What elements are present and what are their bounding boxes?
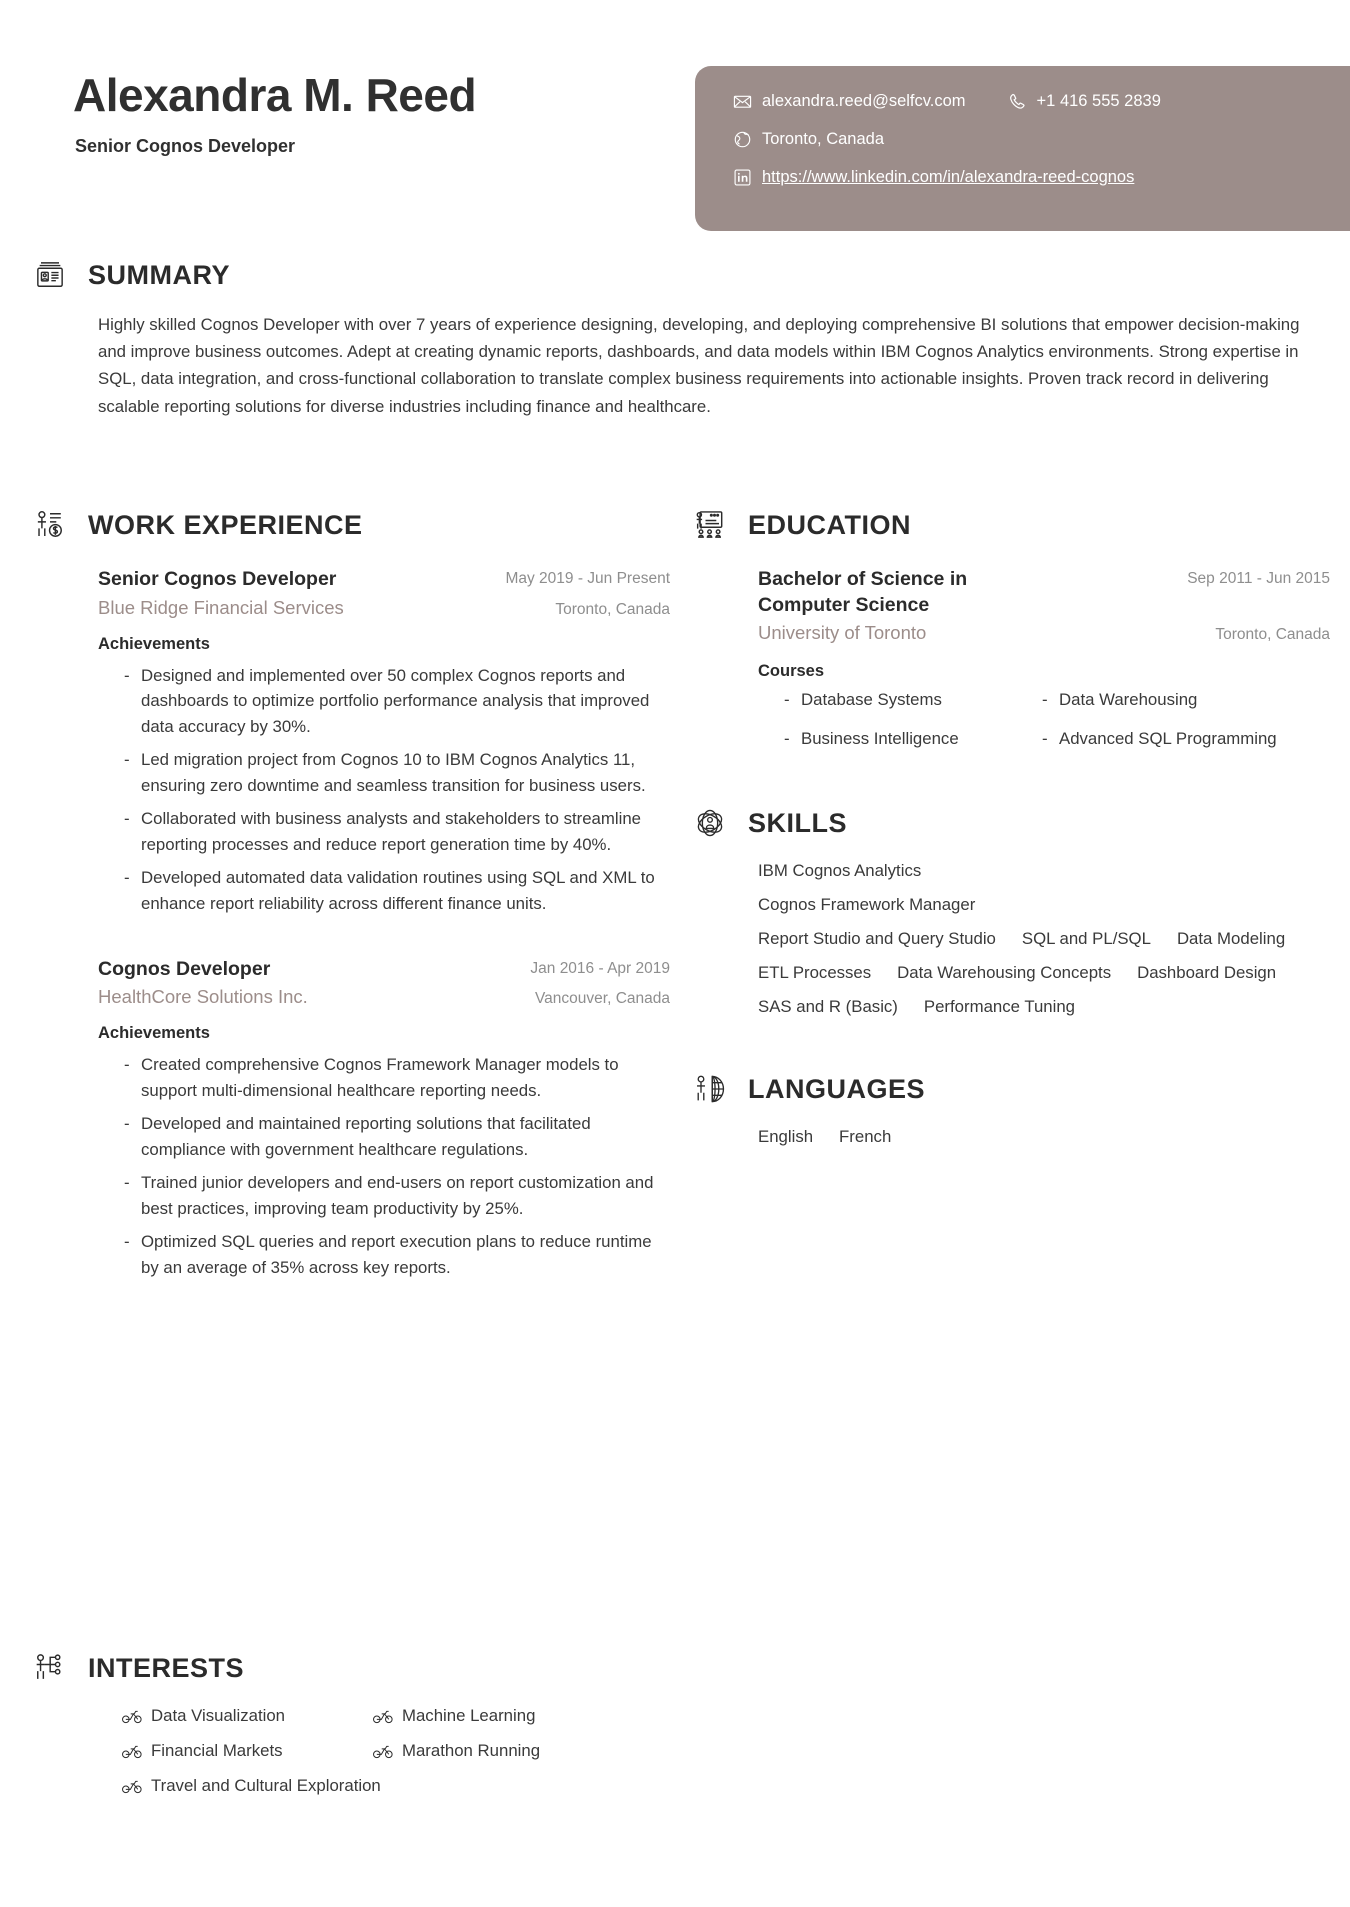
skill-item: Data Warehousing Concepts — [897, 963, 1112, 983]
person-money-icon — [30, 505, 70, 545]
interest-label: Marathon Running — [402, 1741, 541, 1760]
skill-item: Performance Tuning — [923, 997, 1076, 1017]
interest-label: Financial Markets — [151, 1741, 283, 1760]
work-organization: Blue Ridge Financial Services — [98, 596, 344, 618]
work-role: Senior Cognos Developer — [98, 568, 337, 590]
linkedin-icon — [733, 168, 752, 187]
work-entry — [98, 957, 670, 1281]
header-job-title: Senior Cognos Developer — [75, 136, 296, 156]
id-card-icon — [30, 255, 70, 295]
achievements-label: Achievements — [98, 1024, 210, 1043]
education-school: University of Toronto — [758, 622, 927, 644]
contact-location-text: Toronto, Canada — [762, 130, 885, 148]
achievement-item: - Led migration project from Cognos 10 to IBM Cognos Analytics 11, ensuring zero downtime and seamless transition for business users. — [124, 747, 670, 798]
language-item: French — [839, 1127, 892, 1147]
language-item: English — [758, 1127, 814, 1147]
education-entry-top — [758, 567, 1330, 618]
languages-title: LANGUAGES — [748, 1073, 926, 1104]
achievement-item: - Trained junior developers and end-users on report customization and best practices, improving team productivity by 25%. — [124, 1170, 670, 1221]
interests-title: INTERESTS — [88, 1652, 245, 1683]
achievement-item: - Collaborated with business analysts and stakeholders to streamline reporting processes and reduce report generation time by 40%. — [124, 806, 670, 857]
interests-list — [122, 1706, 822, 1796]
contact-location — [733, 130, 884, 149]
contact-box — [695, 66, 1350, 231]
achievement-item: - Developed and maintained reporting solutions that facilitated compliance with government healthcare regulations. — [124, 1111, 670, 1162]
work-entry — [98, 567, 670, 917]
skill-item: SQL and PL/SQL — [1021, 929, 1151, 949]
achievements-list — [124, 663, 670, 917]
work-organization: HealthCore Solutions Inc. — [98, 986, 308, 1008]
summary-section-header — [30, 255, 1320, 295]
skills-title: SKILLS — [748, 807, 848, 838]
work-role: Cognos Developer — [98, 957, 271, 980]
work-location: Vancouver, Canada — [534, 990, 670, 1008]
languages-list — [758, 1127, 1330, 1147]
page-title: Alexandra M. Reed — [73, 69, 477, 121]
person-network-icon — [30, 1648, 70, 1688]
achievement-item: - Designed and implemented over 50 complex Cognos reports and dashboards to optimize portfolio performance analysis that improved data accuracy by 30%. — [124, 663, 670, 740]
languages-section — [690, 1069, 1330, 1147]
achievement-item: - Developed automated data validation routines using SQL and XML to enhance report reliability across different finance units. — [124, 865, 670, 916]
work-entry-top — [98, 567, 670, 593]
interest-item — [122, 1776, 822, 1796]
summary-text: Highly skilled Cognos Developer with over 7 years of experience designing, developing, and deploying comprehensive BI solutions that empower decision-making and improve business outcomes. Adept at creating dynamic reports, dashboards, and data models within IBM Cognos Analytics environments. Strong expertise in SQL, data integration, and cross-functional collaboration to translate complex business requirements into actionable insights. Proven track record in delivering scalable reporting solutions for diverse industries including finance and healthcare. — [98, 315, 1300, 416]
atom-person-icon — [690, 803, 730, 843]
bicycle-icon — [373, 1744, 393, 1759]
education-entry — [758, 567, 1330, 751]
bicycle-icon — [122, 1709, 142, 1724]
education-section-header — [690, 505, 1330, 545]
work-location: Toronto, Canada — [555, 600, 670, 618]
achievements-label: Achievements — [98, 634, 210, 653]
interest-label: Data Visualization — [151, 1706, 286, 1725]
skill-item: Report Studio and Query Studio — [758, 929, 996, 949]
education-title: EDUCATION — [748, 509, 911, 540]
contact-phone-text: +1 416 555 2839 — [1036, 92, 1161, 110]
skill-item: ETL Processes — [758, 963, 872, 983]
achievement-item: - Optimized SQL queries and report execution plans to reduce runtime by an average of 35% across key reports. — [124, 1229, 670, 1280]
education-entry-sub — [758, 622, 1330, 644]
right-column — [690, 505, 1330, 1147]
course-item: - Advanced SQL Programming — [1042, 727, 1330, 751]
courses-label: Courses — [758, 662, 825, 681]
interest-label: Travel and Cultural Exploration — [151, 1776, 381, 1795]
interest-item — [373, 1706, 822, 1726]
education-section — [690, 505, 1330, 751]
education-location: Toronto, Canada — [1215, 626, 1330, 644]
work-experience-section-header — [30, 505, 670, 545]
work-entry-top — [98, 957, 670, 983]
skill-item: Data Modeling — [1176, 929, 1286, 949]
work-entry-sub — [98, 986, 670, 1008]
envelope-icon — [733, 92, 752, 111]
skill-item: Cognos Framework Manager — [758, 895, 976, 915]
interest-item — [122, 1706, 357, 1726]
summary-section — [30, 255, 1320, 420]
achievements-list — [124, 1052, 670, 1280]
contact-email-text: alexandra.reed@selfcv.com — [762, 92, 966, 110]
contact-row-3 — [733, 168, 1350, 187]
person-globe-icon — [690, 1069, 730, 1109]
interests-section-header — [30, 1648, 1320, 1688]
interest-item — [373, 1741, 822, 1761]
contact-phone[interactable] — [1008, 92, 1161, 111]
contact-email[interactable] — [733, 92, 966, 111]
bicycle-icon — [373, 1709, 393, 1724]
globe-icon — [733, 130, 752, 149]
bicycle-icon — [122, 1744, 142, 1759]
whiteboard-teaching-icon — [690, 505, 730, 545]
course-item: - Database Systems — [784, 688, 1030, 712]
interest-label: Machine Learning — [402, 1706, 536, 1725]
work-dates: May 2019 - Jun Present — [505, 570, 670, 587]
languages-section-header — [690, 1069, 1330, 1109]
work-experience-title: WORK EXPERIENCE — [88, 509, 363, 540]
skill-item: Dashboard Design — [1137, 963, 1277, 983]
resume-header — [0, 0, 1350, 240]
skills-section — [690, 803, 1330, 1017]
skill-item: IBM Cognos Analytics — [758, 861, 922, 881]
bicycle-icon — [122, 1779, 142, 1794]
education-degree: Bachelor of Science in Computer Science — [758, 568, 968, 616]
work-entry-sub — [98, 597, 670, 619]
achievement-item: - Created comprehensive Cognos Framework Manager models to support multi-dimensional healthcare reporting needs. — [124, 1052, 670, 1103]
interest-item — [122, 1741, 357, 1761]
phone-icon — [1008, 92, 1027, 111]
work-dates: Jan 2016 - Apr 2019 — [530, 959, 670, 977]
contact-linkedin[interactable] — [733, 168, 1134, 187]
interests-section — [30, 1648, 1320, 1796]
courses-grid — [784, 688, 1330, 751]
work-experience-section — [30, 505, 670, 1289]
contact-linkedin-text: https://www.linkedin.com/in/alexandra-reed-cognos — [762, 168, 1135, 186]
summary-title: SUMMARY — [88, 259, 230, 290]
course-item: - Business Intelligence — [784, 727, 1030, 751]
skills-section-header — [690, 803, 1330, 843]
skills-list — [758, 861, 1298, 1017]
contact-row-2 — [733, 130, 1350, 149]
skill-item: SAS and R (Basic) — [758, 997, 898, 1017]
course-item: - Data Warehousing — [1042, 688, 1330, 712]
education-dates: Sep 2011 - Jun 2015 — [1187, 570, 1330, 587]
contact-row-1 — [733, 92, 1350, 111]
